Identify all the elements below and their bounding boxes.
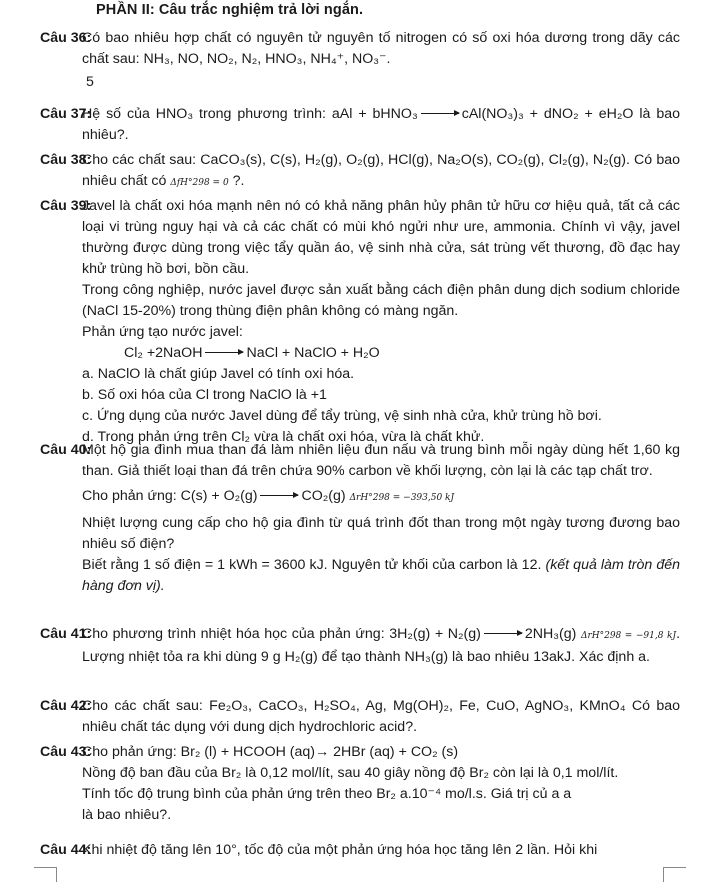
enthalpy-formula: ΔrH°298 = −393,50 kJ: [349, 493, 455, 503]
question-text-post: cAl(NO₃)₃ + dNO₂ + eH₂O là bao nhiêu?.: [82, 106, 680, 143]
question-44: [40, 840, 680, 861]
question-number: Câu 40:: [40, 442, 92, 458]
question-text: Cho các chất sau: Fe₂O₃, CaCO₃, H₂SO₄, Ag, Mg(OH)₂, Fe, CuO, AgNO₃, KMnO₄ Có bao nhiêu chất tác dụng với dung dịch hydrochloric acid?.: [82, 698, 680, 735]
question-number: Câu 36:: [40, 30, 92, 46]
question-number: Câu 38:: [40, 152, 92, 168]
question-38: [40, 150, 680, 194]
question-37: [40, 104, 680, 146]
question-text: Khi nhiệt độ tăng lên 10°, tốc độ của một phản ứng hóa học tăng lên 2 lần. Hỏi khi: [82, 842, 598, 858]
option-a: a. NaClO là chất giúp Javel có tính oxi hóa.: [82, 366, 355, 382]
question-number: Câu 41:: [40, 626, 92, 642]
option-c: c. Ứng dụng của nước Javel dùng để tẩy trùng, vệ sinh nhà cửa, khử trùng hồ bơi.: [82, 408, 602, 424]
answer-36: 5: [86, 74, 94, 90]
enthalpy-formula: ΔrH°298 = −91,8 kJ: [580, 631, 677, 641]
line: Tính tốc độ trung bình của phản ứng trên theo Br₂ a.10⁻⁴ mo/l.s. Giá trị củ a a: [82, 786, 572, 802]
question-39: [40, 196, 680, 448]
paragraph: Javel là chất oxi hóa mạnh nên nó có khả năng phân hủy phân tử hữu cơ hiệu quả, tất cả các loại vi trùng nguy hại và cả các chất có mùi khó ngửi như ure, ammonia. Chính vì vậy, javel thường được dùng trong việc tẩy quần áo, vệ sinh nhà cửa, sát trùng vết thương, đồ đạc hay khử trùng hồ bơi, bồn cầu.: [82, 198, 680, 277]
section-title: PHẦN II: Câu trắc nghiệm trả lời ngắn.: [96, 2, 364, 18]
enthalpy-formula: ΔfH°298 = 0: [170, 178, 229, 188]
paragraph: Phản ứng tạo nước javel:: [82, 324, 243, 340]
paragraph: Trong công nghiệp, nước javel được sản xuất bằng cách điện phân dung dịch sodium chloride (NaCl 15-20%) trong thùng điện phân không có màng ngăn.: [82, 282, 680, 319]
question-number: Câu 42:: [40, 698, 92, 714]
option-d: d. Trong phản ứng trên Cl₂ vừa là chất oxi hóa, vừa là chất khử.: [82, 429, 485, 445]
question-41: Câu 41: Cho phương trình nhiệt hóa học của phản ứng: 3H₂(g) + N₂(g) 2NH₃(g) ΔrH°298 = −91,8 kJ. Lượng nhiệt tỏa ra khi dùng 9 g H₂(g) để tạo thành NH₃(g) là bao nhiêu 13akJ. Xác định a.: [40, 626, 681, 665]
line: Nồng độ ban đầu của Br₂ là 0,12 mol/lít, sau 40 giây nồng độ Br₂ còn lại là 0,1 mol/lít.: [82, 765, 619, 781]
rounding-note: (kết quả làm tròn đến hàng đơn vị).: [82, 557, 680, 594]
equation: Cho phản ứng: C(s) + O₂(g) CO₂(g) ΔrH°298 = −393,50 kJ: [82, 488, 455, 504]
question-42: [40, 696, 680, 738]
question-number: Câu 44:: [40, 842, 92, 858]
reaction-arrow-icon: [260, 495, 298, 496]
question-number: Câu 37:: [40, 106, 92, 122]
paragraph: Nhiệt lượng cung cấp cho hộ gia đình từ quá trình đốt than trong một ngày tương đương bao nhiêu số điện?: [82, 515, 680, 552]
page-corner-mark: [663, 867, 686, 882]
reaction-arrow-icon: [205, 352, 243, 353]
question-text: Có bao nhiêu hợp chất có nguyên tử nguyên tố nitrogen có số oxi hóa dương trong dãy các chất sau: NH₃, NO, NO₂, N₂, HNO₃, NH₄⁺, NO₃⁻.: [82, 30, 680, 67]
line: là bao nhiêu?.: [82, 807, 172, 823]
equation: Cl₂ +2NaOH NaCl + NaClO + H₂O: [124, 345, 380, 361]
question-text-post: ?.: [228, 173, 245, 189]
question-36: [40, 28, 680, 70]
question-40: [40, 440, 680, 597]
option-b: b. Số oxi hóa của Cl trong NaClO là +1: [82, 387, 327, 403]
question-number: Câu 43:: [40, 744, 92, 760]
reaction-arrow-icon: [484, 633, 522, 634]
question-text-pre: Hệ số của HNO₃ trong phương trình: aAl + bHNO₃: [82, 106, 418, 122]
reaction-arrow-icon: [421, 113, 459, 114]
paragraph: Biết rằng 1 số điện = 1 kWh = 3600 kJ. Nguyên tử khối của carbon là 12.: [82, 557, 546, 573]
line: Cho phản ứng: Br₂ (l) + HCOOH (aq)→ 2HBr (aq) + CO₂ (s): [82, 744, 459, 760]
question-number: Câu 39:: [40, 198, 92, 214]
paragraph: Một hộ gia đình mua than đá làm nhiên liệu đun nấu và trung bình mỗi ngày dùng hết 1,60 kg than. Giả thiết loại than đá trên chứa 90% carbon về khối lượng, còn lại là các tạp chất trơ.: [82, 442, 680, 479]
page-corner-mark: [34, 867, 57, 882]
question-43: [40, 742, 680, 826]
question-text-pre: Cho các chất sau: CaCO₃(s), C(s), H₂(g), O₂(g), HCl(g), Na₂O(s), CO₂(g), Cl₂(g), N₂(g). Có bao nhiêu chất có: [82, 152, 680, 189]
